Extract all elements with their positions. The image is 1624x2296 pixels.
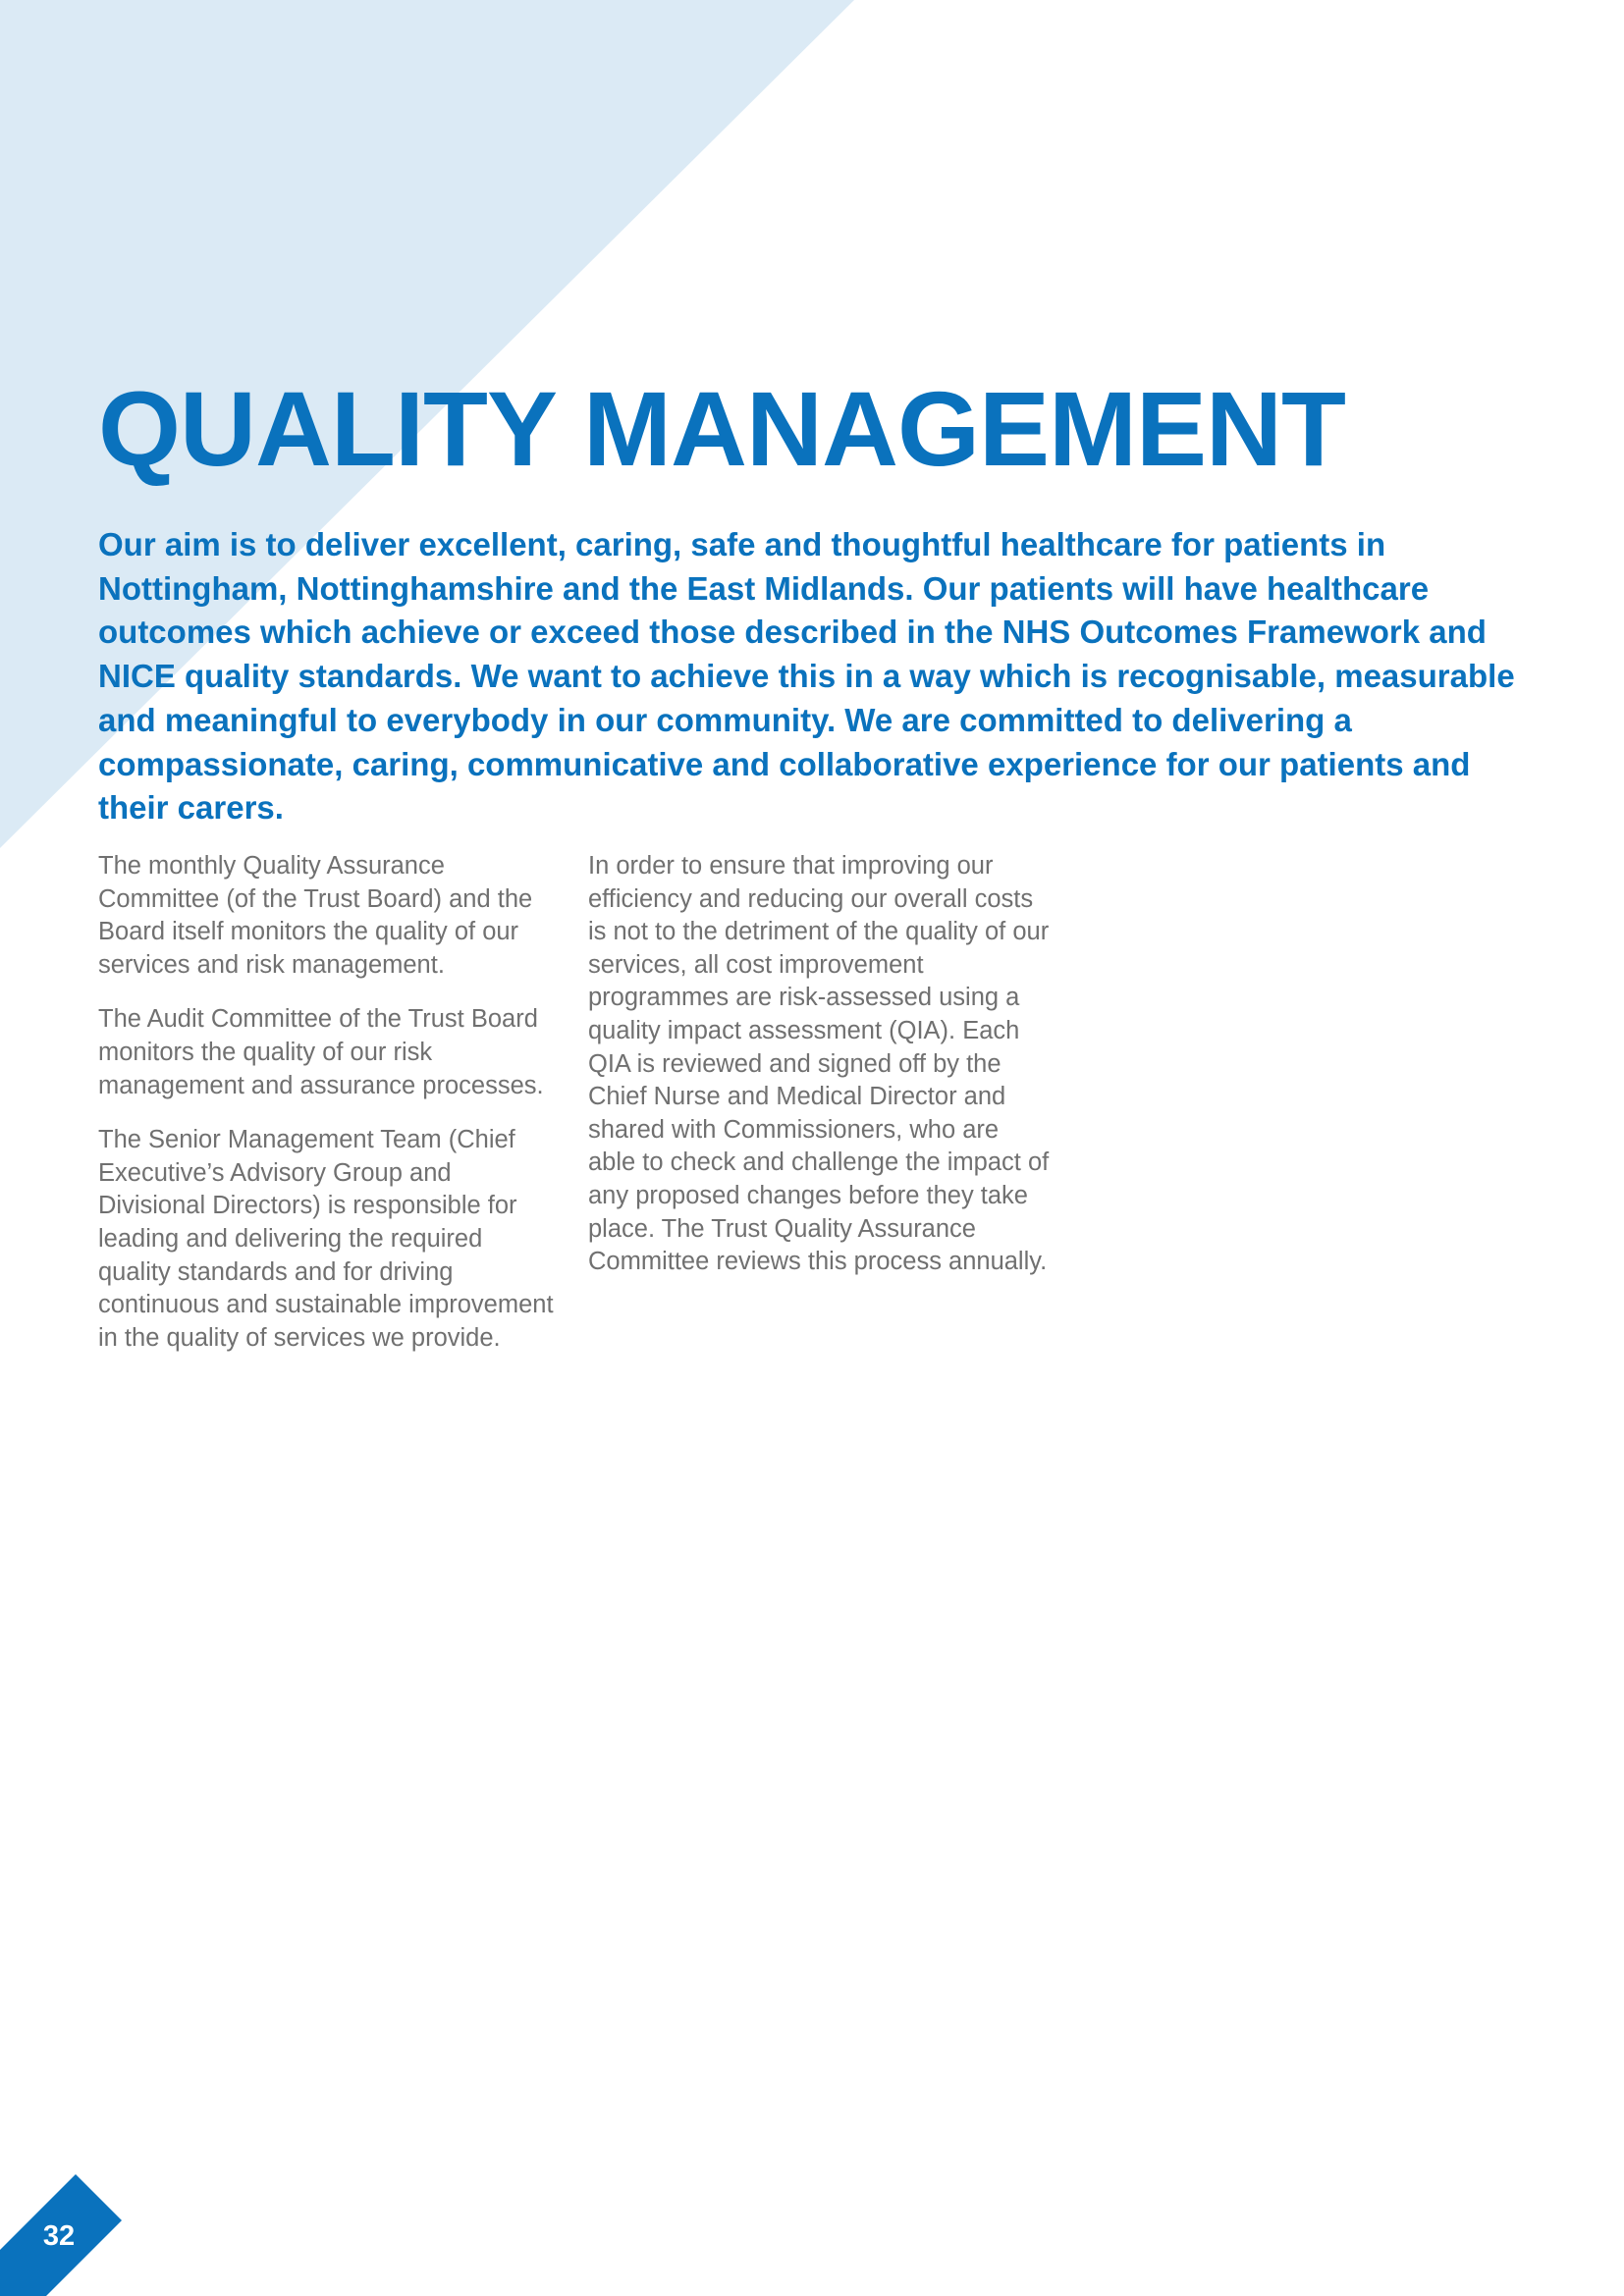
paragraph: In order to ensure that improving our efficiency and reducing our overall costs is not to the detriment of the quality of our services, all cost improvement programmes are risk-assessed using a quality impact assessment (QIA). Each QIA is reviewed and signed off by the Chief Nurse and Medical Director and shared with Commissioners, who are able to check and challenge the impact of any proposed changes before they take place. The Trust Quality Assurance Committee reviews this process annually. bbox=[588, 852, 1050, 1276]
page-title: QUALITY MANAGEMENT bbox=[98, 369, 1345, 488]
body-column-left bbox=[98, 850, 560, 1376]
paragraph: The Audit Committee of the Trust Board monitors the quality of our risk management and assurance processes. bbox=[98, 1005, 544, 1099]
paragraph: The Senior Management Team (Chief Executive’s Advisory Group and Divisional Directors) is responsible for leading and delivering the required quality standards and for driving continuous and sustainable improvement in the quality of services we provide. bbox=[98, 1126, 554, 1352]
page-number: 32 bbox=[42, 2220, 76, 2252]
body-column-right bbox=[588, 850, 1050, 1301]
intro-statement: Our aim is to deliver excellent, caring, safe and thoughtful healthcare for patients in Nottingham, Nottinghamshire and the East Midlands. Our patients will have healthcare outcomes which achieve or exceed those described in the NHS Outcomes Framework and NICE quality standards. We want to achieve this in a way which is recognisable, measurable and meaningful to everybody in our community. We are committed to delivering a compassionate, caring, communicative and collaborative experience for our patients and their carers. bbox=[98, 526, 1515, 827]
paragraph: The monthly Quality Assurance Committee (of the Trust Board) and the Board itself monitors the quality of our services and risk management. bbox=[98, 852, 533, 979]
